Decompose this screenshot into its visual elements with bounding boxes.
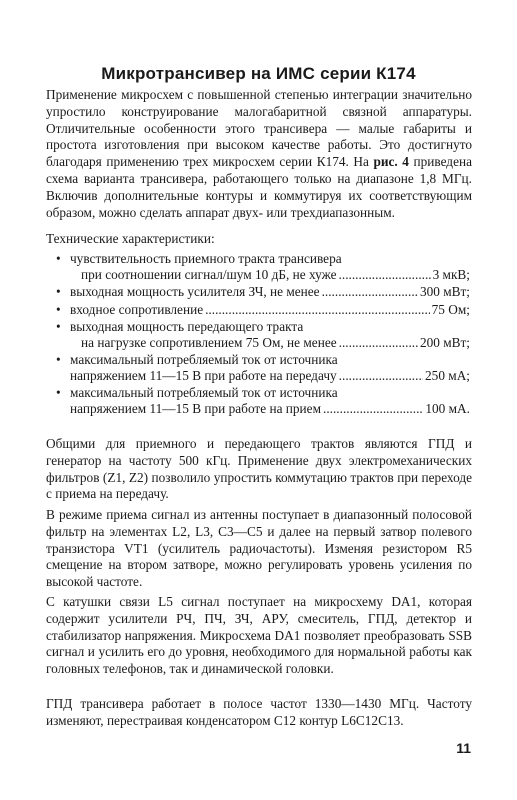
spec-item (56, 251, 470, 283)
leader-dots (339, 267, 431, 283)
bullet-icon: • (56, 284, 61, 300)
spec-label: выходная мощность усилителя ЗЧ, не менее (70, 284, 320, 300)
spec-label: на нагрузке сопротивлением 75 Ом, не менее (81, 334, 337, 350)
spec-line1: выходная мощность передающего тракта (70, 318, 304, 334)
spec-value: 75 Ом; (431, 301, 470, 317)
spec-line1: чувствительность приемного тракта трансивера (70, 251, 342, 266)
spec-value: 100 мА. (425, 401, 470, 417)
spec-label: напряжением 11—15 В при работе на передачу (70, 367, 337, 383)
body-paragraph: В режиме приема сигнал из антенны поступает в диапазонный полосовой фильтр на элементах L2, L3, С3—С5 и далее на первый затвор полевого транзистора VT1 (усилитель радиочастоты). Изменяя резистором R5 смещение на втором затворе, можно регулировать уровень усиления по высокой частоте. (46, 507, 472, 590)
body-paragraph: С катушки связи L5 сигнал поступает на микросхему DA1, которая содержит усилители РЧ, ПЧ, ЗЧ, АРУ, смеситель, ГПД, детектор и стабилизатор напряжения. Микросхема DA1 позволяет преобразовать SSB сигнал и усилить его до уровня, необходимого для нормальной работы как головных телефонов, так и динамической головки. (46, 594, 472, 677)
leader-dots (323, 401, 423, 417)
leader-dots (322, 284, 418, 300)
spec-value: 250 мА; (425, 367, 470, 383)
spec-item (56, 385, 470, 417)
spec-label: напряжением 11—15 В при работе на прием (70, 401, 321, 417)
specs-list (56, 251, 470, 419)
figure-reference: рис. 4 (373, 154, 409, 170)
bullet-icon: • (56, 385, 61, 401)
bullet-icon: • (56, 318, 61, 334)
body-paragraph: ГПД трансивера работает в полосе частот 1330—1430 МГц. Частоту изменяют, перестраивая конденсатором С12 контур L6C12C13. (46, 696, 472, 728)
body-paragraph: Общими для приемного и передающего трактов являются ГПД и генератор на частоту 500 кГц. Применение двух электромеханических фильтров (Z1, Z2) позволило упростить коммутацию трактов при переходе с приема на передачу. (46, 436, 472, 502)
page-number: 11 (456, 740, 471, 756)
spec-line1: максимальный потребляемый ток от источника (70, 352, 338, 368)
bullet-icon: • (56, 352, 61, 368)
spec-label: при соотношении сигнал/шум 10 дБ, не хуже (81, 266, 337, 282)
spec-value: 300 мВт; (419, 284, 470, 300)
intro-text-1: Применение микросхем с повышенной степенью интеграции значительно упростило конструирование малогабаритной связной аппаратуры. Отличительные особенности этого трансивера — малые габариты и простота изготовления при высоком качестве работы. Это достигнуто благодаря применению трех микросхем серии К174. На (46, 87, 472, 170)
spec-item (56, 284, 470, 300)
spec-label: входное сопротивление (70, 301, 204, 317)
bullet-icon: • (56, 251, 61, 266)
bullet-icon: • (56, 301, 61, 317)
spec-line1: максимальный потребляемый ток от источника (70, 385, 338, 401)
spec-value: 200 мВт; (419, 334, 470, 350)
spec-value: 3 мкВ; (432, 266, 470, 282)
spec-item (56, 302, 470, 318)
page-title: Микротрансивер на ИМС серии К174 (101, 64, 416, 83)
specs-heading: Технические характеристики: (46, 231, 215, 246)
spec-item (56, 352, 470, 384)
intro-text-2: приведена схема варианта трансивера, работающего только на диапазоне 1,8 МГц. Включив дополнительные контуры и коммутируя их соответствующим образом, можно сделать аппарат двух- или трехдиапазонным. (46, 154, 472, 220)
leader-dots (339, 368, 423, 384)
leader-dots (205, 302, 430, 318)
leader-dots (339, 335, 418, 351)
intro-paragraph (46, 87, 472, 221)
spec-item (56, 319, 470, 351)
